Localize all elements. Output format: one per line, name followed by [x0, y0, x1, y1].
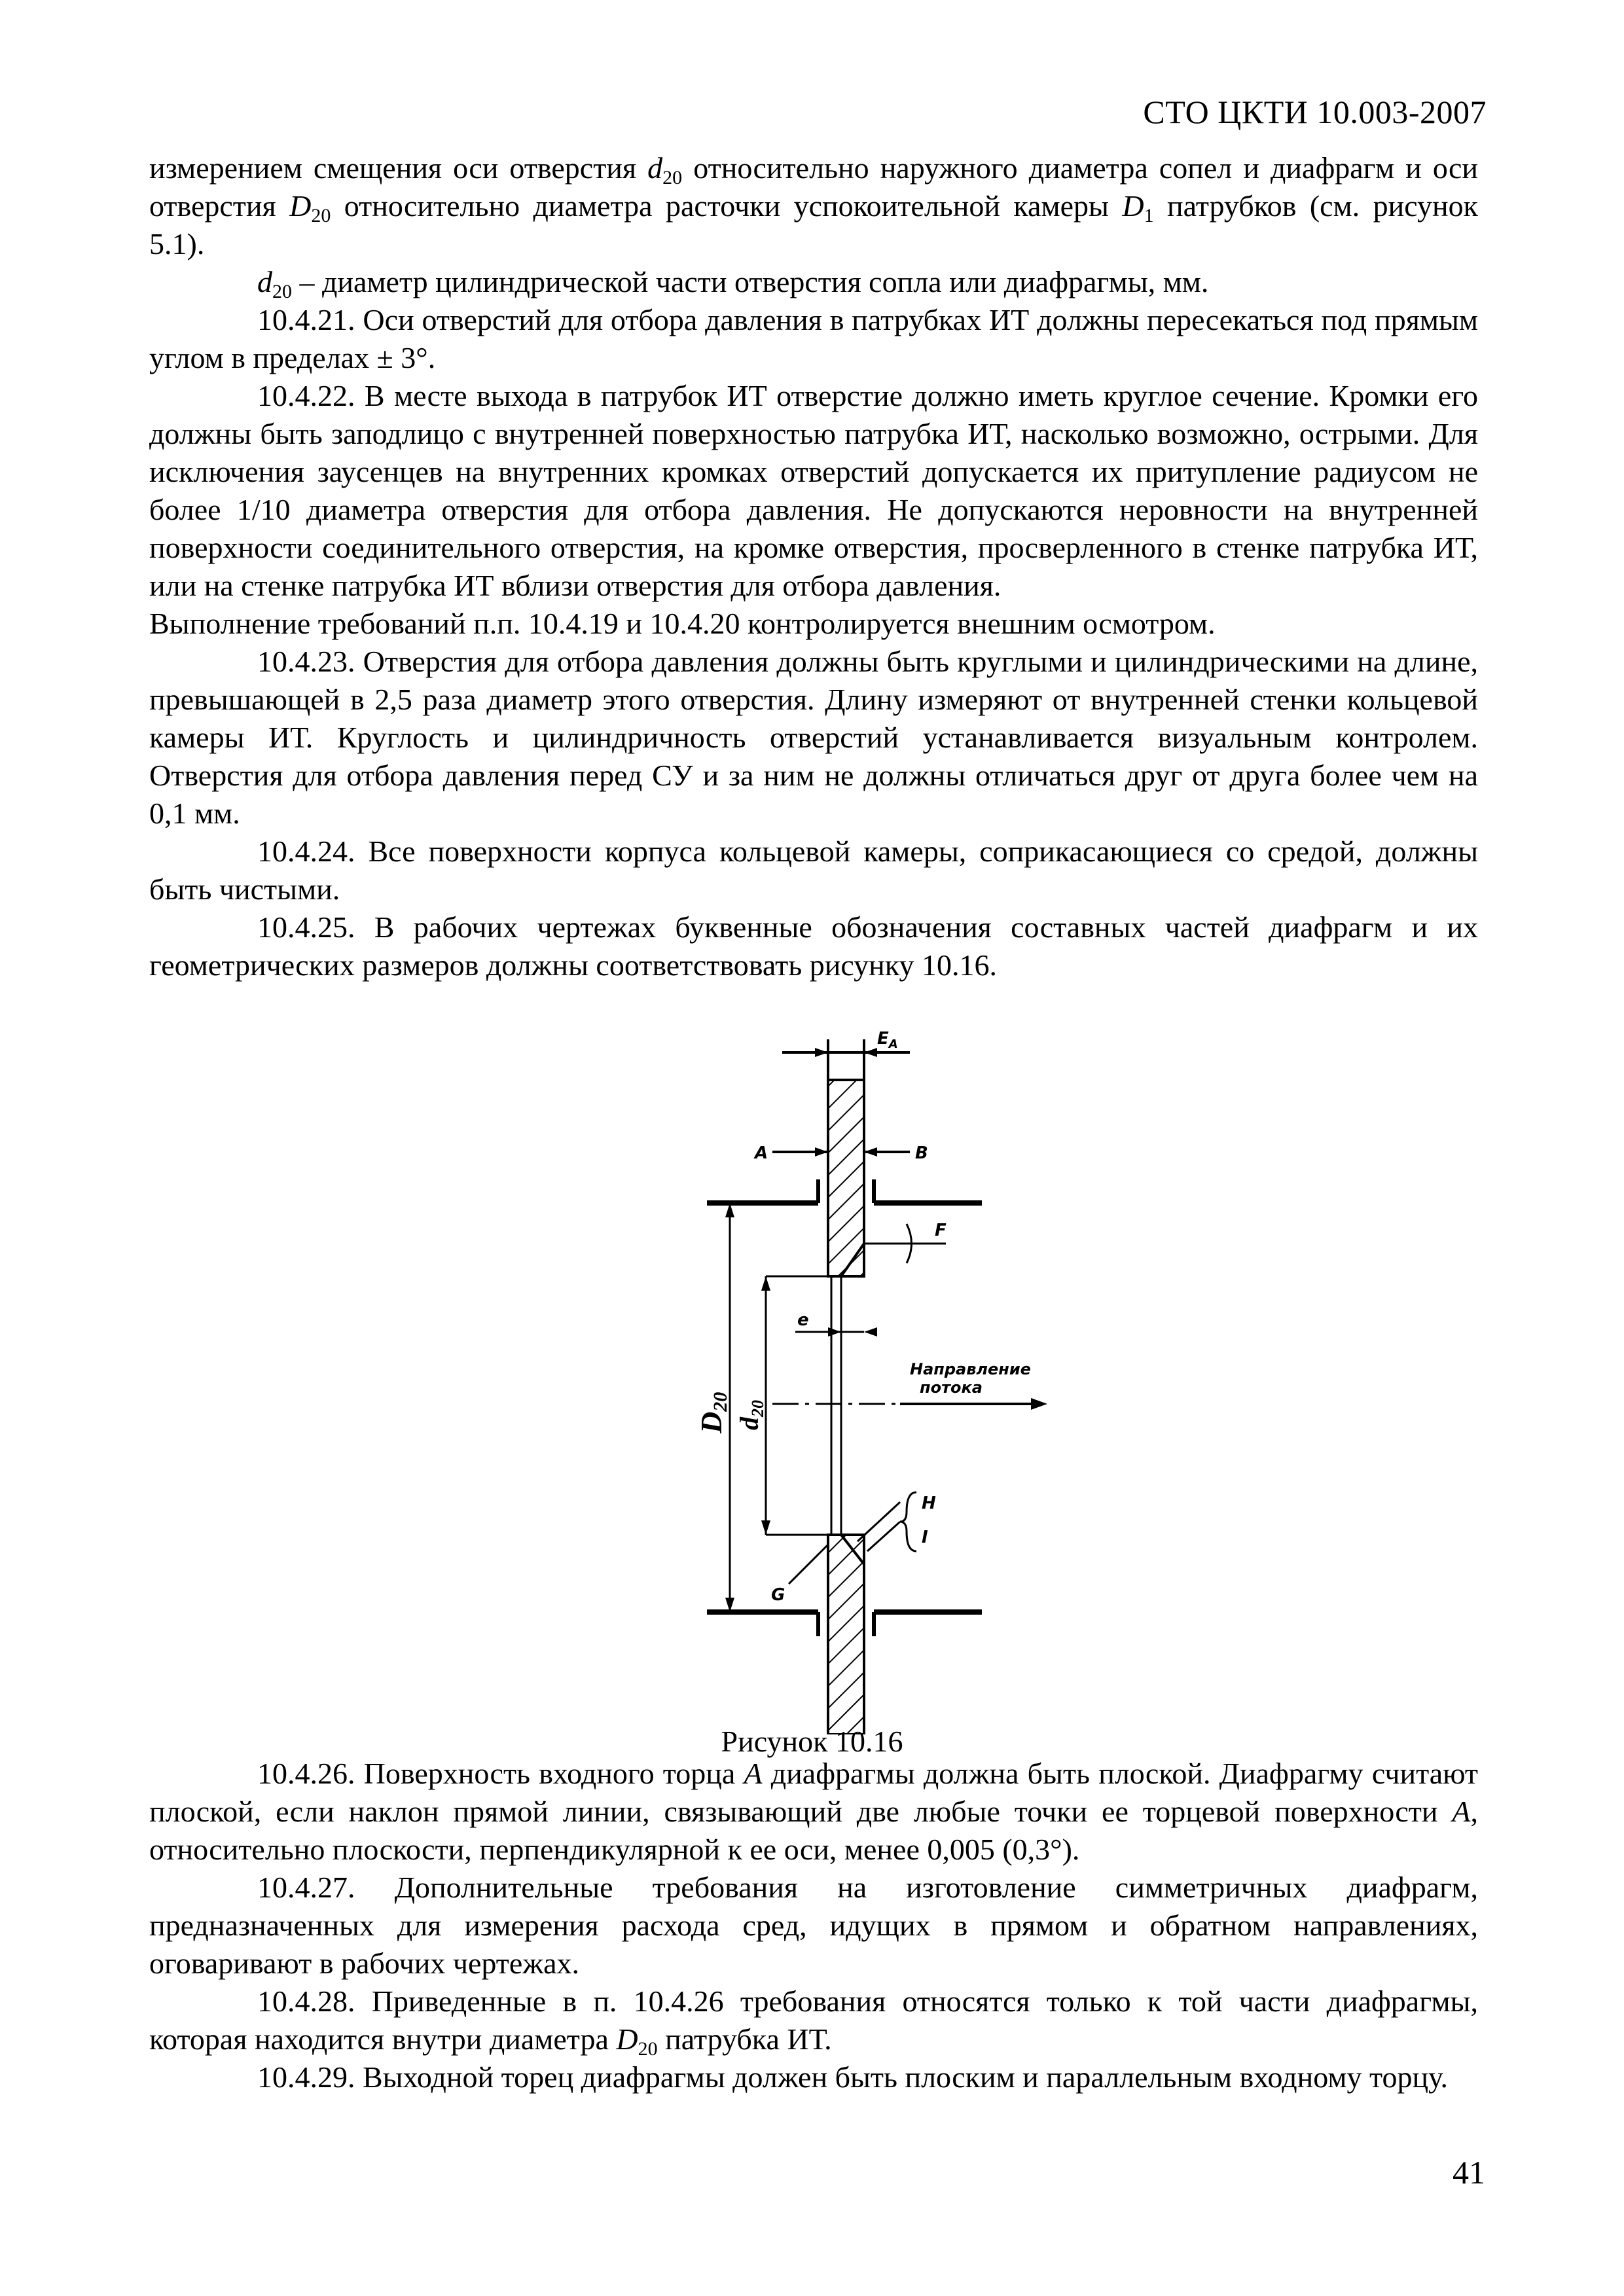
paragraph-10-4-27: 10.4.27. Дополнительные требования на изготовление симметричных диафрагм, предназначенных для измерения расхода сред, идущих в прямом и обратном направлениях, оговаривают в рабочих чертежах. [149, 1871, 1478, 1980]
h-leader [857, 1502, 900, 1541]
label-d20-small: $d_{20}$ [734, 1400, 767, 1430]
page-number: 41 [1453, 2154, 1485, 2191]
paragraph-10-4-25: 10.4.25. В рабочих чертежах буквенные обозначения составных частей диафрагм и их геометрических размеров должны соответствовать рисунку 10.16. [149, 910, 1478, 982]
label-a: A [755, 1143, 768, 1163]
plate-upper [828, 1080, 864, 1276]
label-ea: $E_A$ [877, 1029, 898, 1051]
d20-small-arrow-bottom [761, 1520, 770, 1535]
paragraph-10-4-24: 10.4.24. Все поверхности корпуса кольцевой камеры, соприкасающиеся со средой, должны быть чистыми. [149, 834, 1478, 906]
paragraph-10-4-29: 10.4.29. Выходной торец диафрагмы должен быть плоским и параллельным входному торцу. [257, 2060, 1448, 2094]
arrow-b-head [864, 1147, 877, 1157]
g-leader [789, 1545, 828, 1584]
figure-caption: Рисунок 10.16 [721, 1725, 903, 1758]
d20-small-arrow-top [761, 1276, 770, 1291]
diaphragm-figure [641, 1028, 1100, 1734]
page-header: СТО ЦКТИ 10.003-2007 [1143, 94, 1487, 130]
paragraph-10-4-22: 10.4.22. В месте выхода в патрубок ИТ отверстие должно иметь круглое сечение. Кромки его должны быть заподлицо с внутренней поверхностью патрубка ИТ, насколько возможно, острыми. Для исключения заусенцев на внутренних кромках отверстий допускается их притупление радиусом не более 1/10 диаметра отверстия для отбора давления. Не допускаются неровности на внутренней поверхности соединительного отверстия, на кромке отверстия, просверленного в стенке патрубка ИТ, или на стенке патрубка ИТ вблизи отверстия для отбора давления. [149, 379, 1478, 602]
i-leader [867, 1522, 900, 1551]
ea-arrow-right [864, 1048, 877, 1057]
label-b: B [915, 1143, 928, 1163]
paragraph-continuation: измерением смещения оси отверстия $d_{20}$ относительно наружного диаметра сопел и диафрагм и оси отверстия $D_{20}$ относительно диаметра расточки успокоительной камеры $D_1$ патрубков (см. рисунок 5.1). [149, 151, 1478, 260]
label-flow-2: потока [920, 1378, 983, 1397]
plate-lower [828, 1535, 864, 1734]
ea-arrow-left [815, 1048, 828, 1057]
paragraph-execution-check: Выполнение требований п.п. 10.4.19 и 10.4.20 контролируется внешним осмотром. [149, 607, 1216, 640]
label-i: I [922, 1528, 928, 1547]
text-block-bottom [149, 1755, 1478, 2096]
paragraph-10-4-21: 10.4.21. Оси отверстий для отбора давления в патрубках ИТ должны пересекаться под прямым углом в пределах ± 3°. [149, 303, 1478, 374]
text-block-top [149, 149, 1478, 984]
paragraph-d20-definition: $d_{20}$ – диаметр цилиндрической части отверстия сопла или диафрагмы, мм. [257, 265, 1209, 302]
flow-arrow-head [1031, 1398, 1047, 1410]
diaphragm-drawing [641, 1028, 1100, 1734]
paragraph-10-4-26: 10.4.26. Поверхность входного торца A диафрагмы должна быть плоской. Диафрагму считают плоской, если наклон прямой линии, связывающий две любые точки ее торцевой поверхности A, относительно плоскости, перпендикулярной к ее оси, менее 0,005 (0,3°). [149, 1757, 1479, 1866]
label-h: H [922, 1494, 936, 1513]
label-f: F [935, 1221, 947, 1240]
e-arrow-right [864, 1327, 877, 1336]
label-e: e [797, 1310, 809, 1330]
hi-brace [900, 1492, 916, 1551]
paragraph-10-4-28: 10.4.28. Приведенные в п. 10.4.26 требования относятся только к той части диафрагмы, которая находится внутри диаметра $D_{20}$ патрубка ИТ. [149, 1984, 1478, 2060]
e-arrow-left [828, 1327, 841, 1336]
arrow-a-head [815, 1147, 828, 1157]
label-flow-1: Направление [910, 1360, 1031, 1378]
label-g: G [771, 1585, 785, 1605]
label-d20-large: D20 [695, 1391, 731, 1433]
paragraph-10-4-23: 10.4.23. Отверстия для отбора давления должны быть круглыми и цилиндрическими на длине, превышающей в 2,5 раза диаметр этого отверстия. Длину измеряют от внутренней стенки кольцевой камеры ИТ. Круглость и цилиндричность отверстий устанавливается визуальным контролем. Отверстия для отбора давления перед СУ и за ним не должны отличаться друг от друга более чем на 0,1 мм. [149, 645, 1478, 830]
